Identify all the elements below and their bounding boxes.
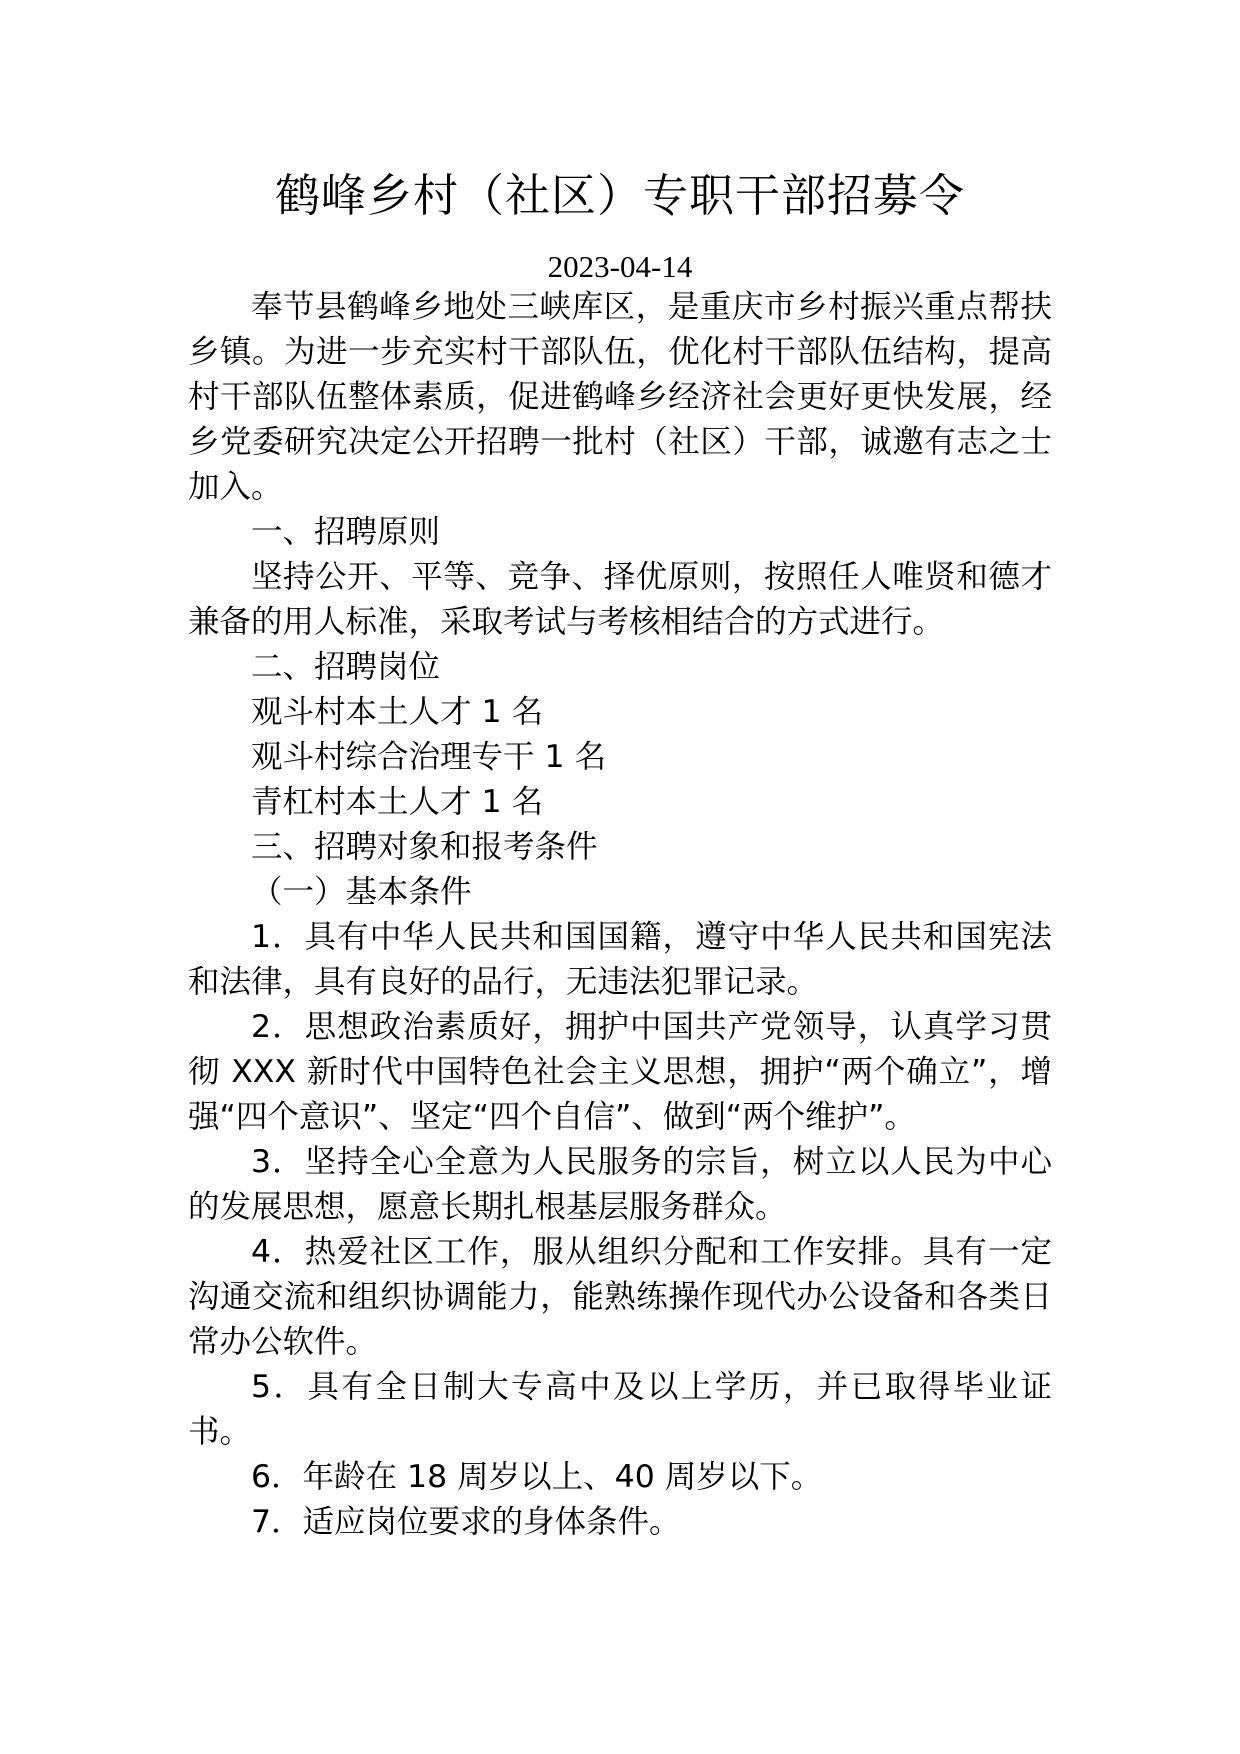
condition-item: 2．思想政治素质好，拥护中国共产党领导，认真学习贯彻 XXX 新时代中国特色社会主义思想，拥护“两个确立”，增强“四个意识”、坚定“四个自信”、做到“两个维护”。 — [188, 1009, 1052, 1135]
section-heading-conditions: 三、招聘对象和报考条件 — [251, 829, 598, 865]
condition-item: 4．热爱社区工作，服从组织分配和工作安排。具有一定沟通交流和组织协调能力，能熟练操作现代办公设备和各类日常办公软件。 — [188, 1234, 1052, 1360]
condition-item: 1．具有中华人民共和国国籍，遵守中华人民共和国宪法和法律，具有良好的品行，无违法犯罪记录。 — [188, 919, 1052, 1000]
condition-item: 5．具有全日制大专高中及以上学历，并已取得毕业证书。 — [188, 1369, 1052, 1450]
section-heading-positions: 二、招聘岗位 — [251, 649, 441, 685]
condition-item: 6．年龄在 18 周岁以上、40 周岁以下。 — [251, 1459, 823, 1495]
document-body — [188, 285, 1052, 1545]
position-item: 观斗村本土人才 1 名 — [251, 694, 544, 730]
document-title: 鹤峰乡村（社区）专职干部招募令 — [274, 169, 965, 222]
section-heading-principles: 一、招聘原则 — [251, 514, 441, 550]
position-item: 青杠村本土人才 1 名 — [251, 784, 544, 820]
intro-paragraph: 奉节县鹤峰乡地处三峡库区，是重庆市乡村振兴重点帮扶乡镇。为进一步充实村干部队伍，优化村干部队伍结构，提高村干部队伍整体素质，促进鹤峰乡经济社会更好更快发展，经乡党委研究决定公开招聘一批村（社区）干部，诚邀有志之士加入。 — [188, 289, 1052, 505]
condition-item: 7．适应岗位要求的身体条件。 — [251, 1504, 681, 1540]
principles-paragraph: 坚持公开、平等、竞争、择优原则，按照任人唯贤和德才兼备的用人标准，采取考试与考核相结合的方式进行。 — [188, 559, 1052, 640]
document-date: 2023-04-14 — [547, 249, 693, 284]
position-item: 观斗村综合治理专干 1 名 — [251, 739, 607, 775]
condition-item: 3．坚持全心全意为人民服务的宗旨，树立以人民为中心的发展思想，愿意长期扎根基层服务群众。 — [188, 1144, 1052, 1225]
subsection-heading-basic-conditions: （一）基本条件 — [251, 874, 472, 910]
